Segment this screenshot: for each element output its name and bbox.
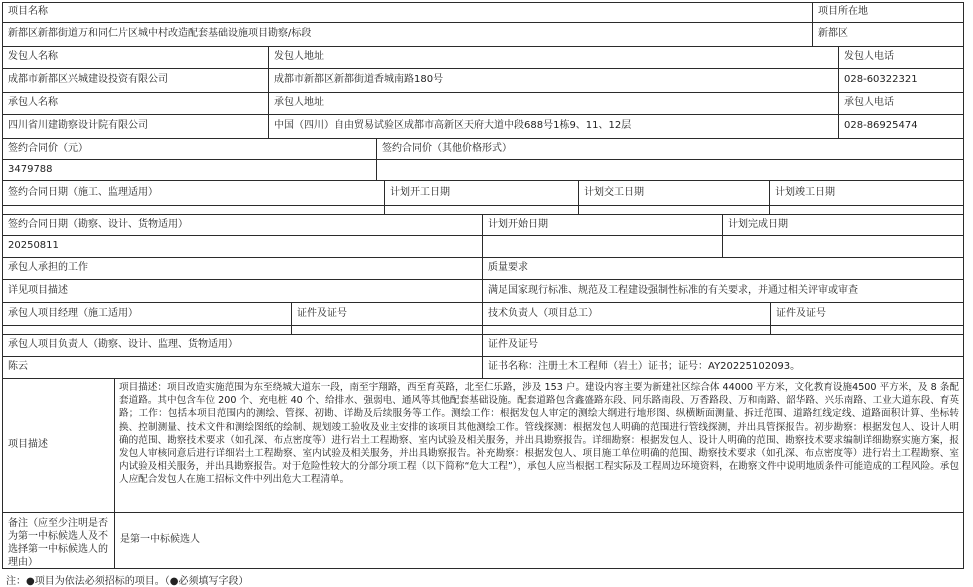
planned-finish-label: 计划完成日期 xyxy=(722,214,964,236)
contract-price-value: 3479788 xyxy=(2,159,377,181)
project-leader-label: 承包人项目负责人（勘察、设计、监理、货物适用） xyxy=(2,334,483,357)
contractor-name-label: 承包人名称 xyxy=(2,92,269,115)
remark-value: 是第一中标候选人 xyxy=(114,512,964,569)
leader-cert-label: 证件及证号 xyxy=(482,334,964,357)
quality-label: 质量要求 xyxy=(482,257,964,280)
contractor-phone-value: 028-86925474 xyxy=(838,114,964,139)
work-label: 承包人承担的工作 xyxy=(2,257,483,280)
work-value: 详见项目描述 xyxy=(2,279,483,303)
survey-date-label: 签约合同日期（勘察、设计、货物适用） xyxy=(2,214,483,236)
project-location-label: 项目所在地 xyxy=(812,2,964,23)
tech-lead-cert-label: 证件及证号 xyxy=(770,302,964,326)
contract-price-other-value xyxy=(376,159,964,181)
planned-handover-label: 计划交工日期 xyxy=(578,180,770,206)
contractor-phone-label: 承包人电话 xyxy=(838,92,964,115)
employer-address-label: 发包人地址 xyxy=(268,46,839,69)
planned-finish-value xyxy=(722,235,964,258)
contractor-name-value: 四川省川建勘察设计院有限公司 xyxy=(2,114,269,139)
planned-begin-value xyxy=(482,235,723,258)
project-name-label: 项目名称 xyxy=(2,2,813,23)
contractor-address-value: 中国（四川）自由贸易试验区成都市高新区天府大道中段688号1栋9、11、12层 xyxy=(268,114,839,139)
planned-begin-label: 计划开始日期 xyxy=(482,214,723,236)
contract-price-label: 签约合同价（元） xyxy=(2,138,377,160)
employer-phone-value: 028-60322321 xyxy=(838,68,964,93)
contract-price-other-label: 签约合同价（其他价格形式） xyxy=(376,138,964,160)
description-text: 项目描述：项目改造实施范围为东至绕城大道东一段，南至宇翔路，西至育英路，北至仁乐路，涉及 153 户。建设内容主要为新建社区综合体 44000 平方米，文化教育设施4500 平方米，及 8 条配套道路。其中包含车位 200 个、充电桩 40 个、给排水、强弱电、通风等其他配套基础设施。配套道路包含鑫盛路东段、同乐路南段、万香路段、万和南路、韶华路、兴乐南路、工业大道东段、育英路；工作：包括本项目范围内的测绘、管探、初勘、详勘及后续服务等工作。测绘工作：根据发包人审定的测绘大纲进行地形图、纵横断面测量、拆迁范围、道路红线定线、道路面积计算、坐标转换、控制测量、技术文件和测绘图纸的绘制、规划竣工验收及业主安排的该项目其他测绘工作。管线探测：根据发包人明确的范围进行管线探测，并出具管探报告。初步勘察：根据发包人、设计人明确的范围、勘察技术要求（如孔深、布点密度等）进行岩土工程勘察、室内试验及相关服务，并出具勘察报告。详细勘察：根据发包人、设计人明确的范围、勘察技术要求编制详细勘察实施方案，报发包人审核同意后进行详细岩土工程勘察、室内试验及相关服务，并出具勘察报告。补充勘察：根据发包人、项目施工单位明确的范围、勘察技术要求（如孔深、布点密度等）进行岩土工程勘察、室内试验及相关服务，并出具勘察报告。对于危险性较大的分部分项工程（以下简称“危大工程”），承包人应当根据工程实际及工程周边环境资料，在勘察文件中说明地质条件可能造成的工程风险。承包人应配合发包人在施工招标文件中列出危大工程清单。 xyxy=(114,378,964,513)
employer-phone-label: 发包人电话 xyxy=(838,46,964,69)
leader-cert-value: 证书名称：注册土木工程师（岩土）证书；证号：AY20225102093。 xyxy=(482,356,964,379)
contractor-address-label: 承包人地址 xyxy=(268,92,839,115)
employer-name-label: 发包人名称 xyxy=(2,46,269,69)
construction-date-label: 签约合同日期（施工、监理适用） xyxy=(2,180,385,206)
project-name-value: 新都区新都街道万和同仁片区城中村改造配套基础设施项目勘察/标段 xyxy=(2,22,813,47)
quality-value: 满足国家现行标准、规范及工程建设强制性标准的有关要求，并通过相关评审或审查 xyxy=(482,279,964,303)
remark-label: 备注（应至少注明是否为第一中标候选人及不选择第一中标候选人的理由） xyxy=(2,512,115,569)
employer-address-value: 成都市新都区新都街道香城南路180号 xyxy=(268,68,839,93)
project-manager-cert-label: 证件及证号 xyxy=(291,302,483,326)
description-label: 项目描述 xyxy=(2,378,115,513)
project-manager-label: 承包人项目经理（施工适用） xyxy=(2,302,292,326)
planned-completion-label: 计划竣工日期 xyxy=(769,180,964,206)
employer-name-value: 成都市新都区兴城建设投资有限公司 xyxy=(2,68,269,93)
project-leader-value: 陈云 xyxy=(2,356,483,379)
tech-lead-label: 技术负责人（项目总工） xyxy=(482,302,771,326)
survey-date-value: 20250811 xyxy=(2,235,483,258)
footer-note: 注：●项目为依法必须招标的项目。（●必须填写字段） xyxy=(6,576,249,587)
planned-start-label: 计划开工日期 xyxy=(384,180,579,206)
project-location-value: 新都区 xyxy=(812,22,964,47)
